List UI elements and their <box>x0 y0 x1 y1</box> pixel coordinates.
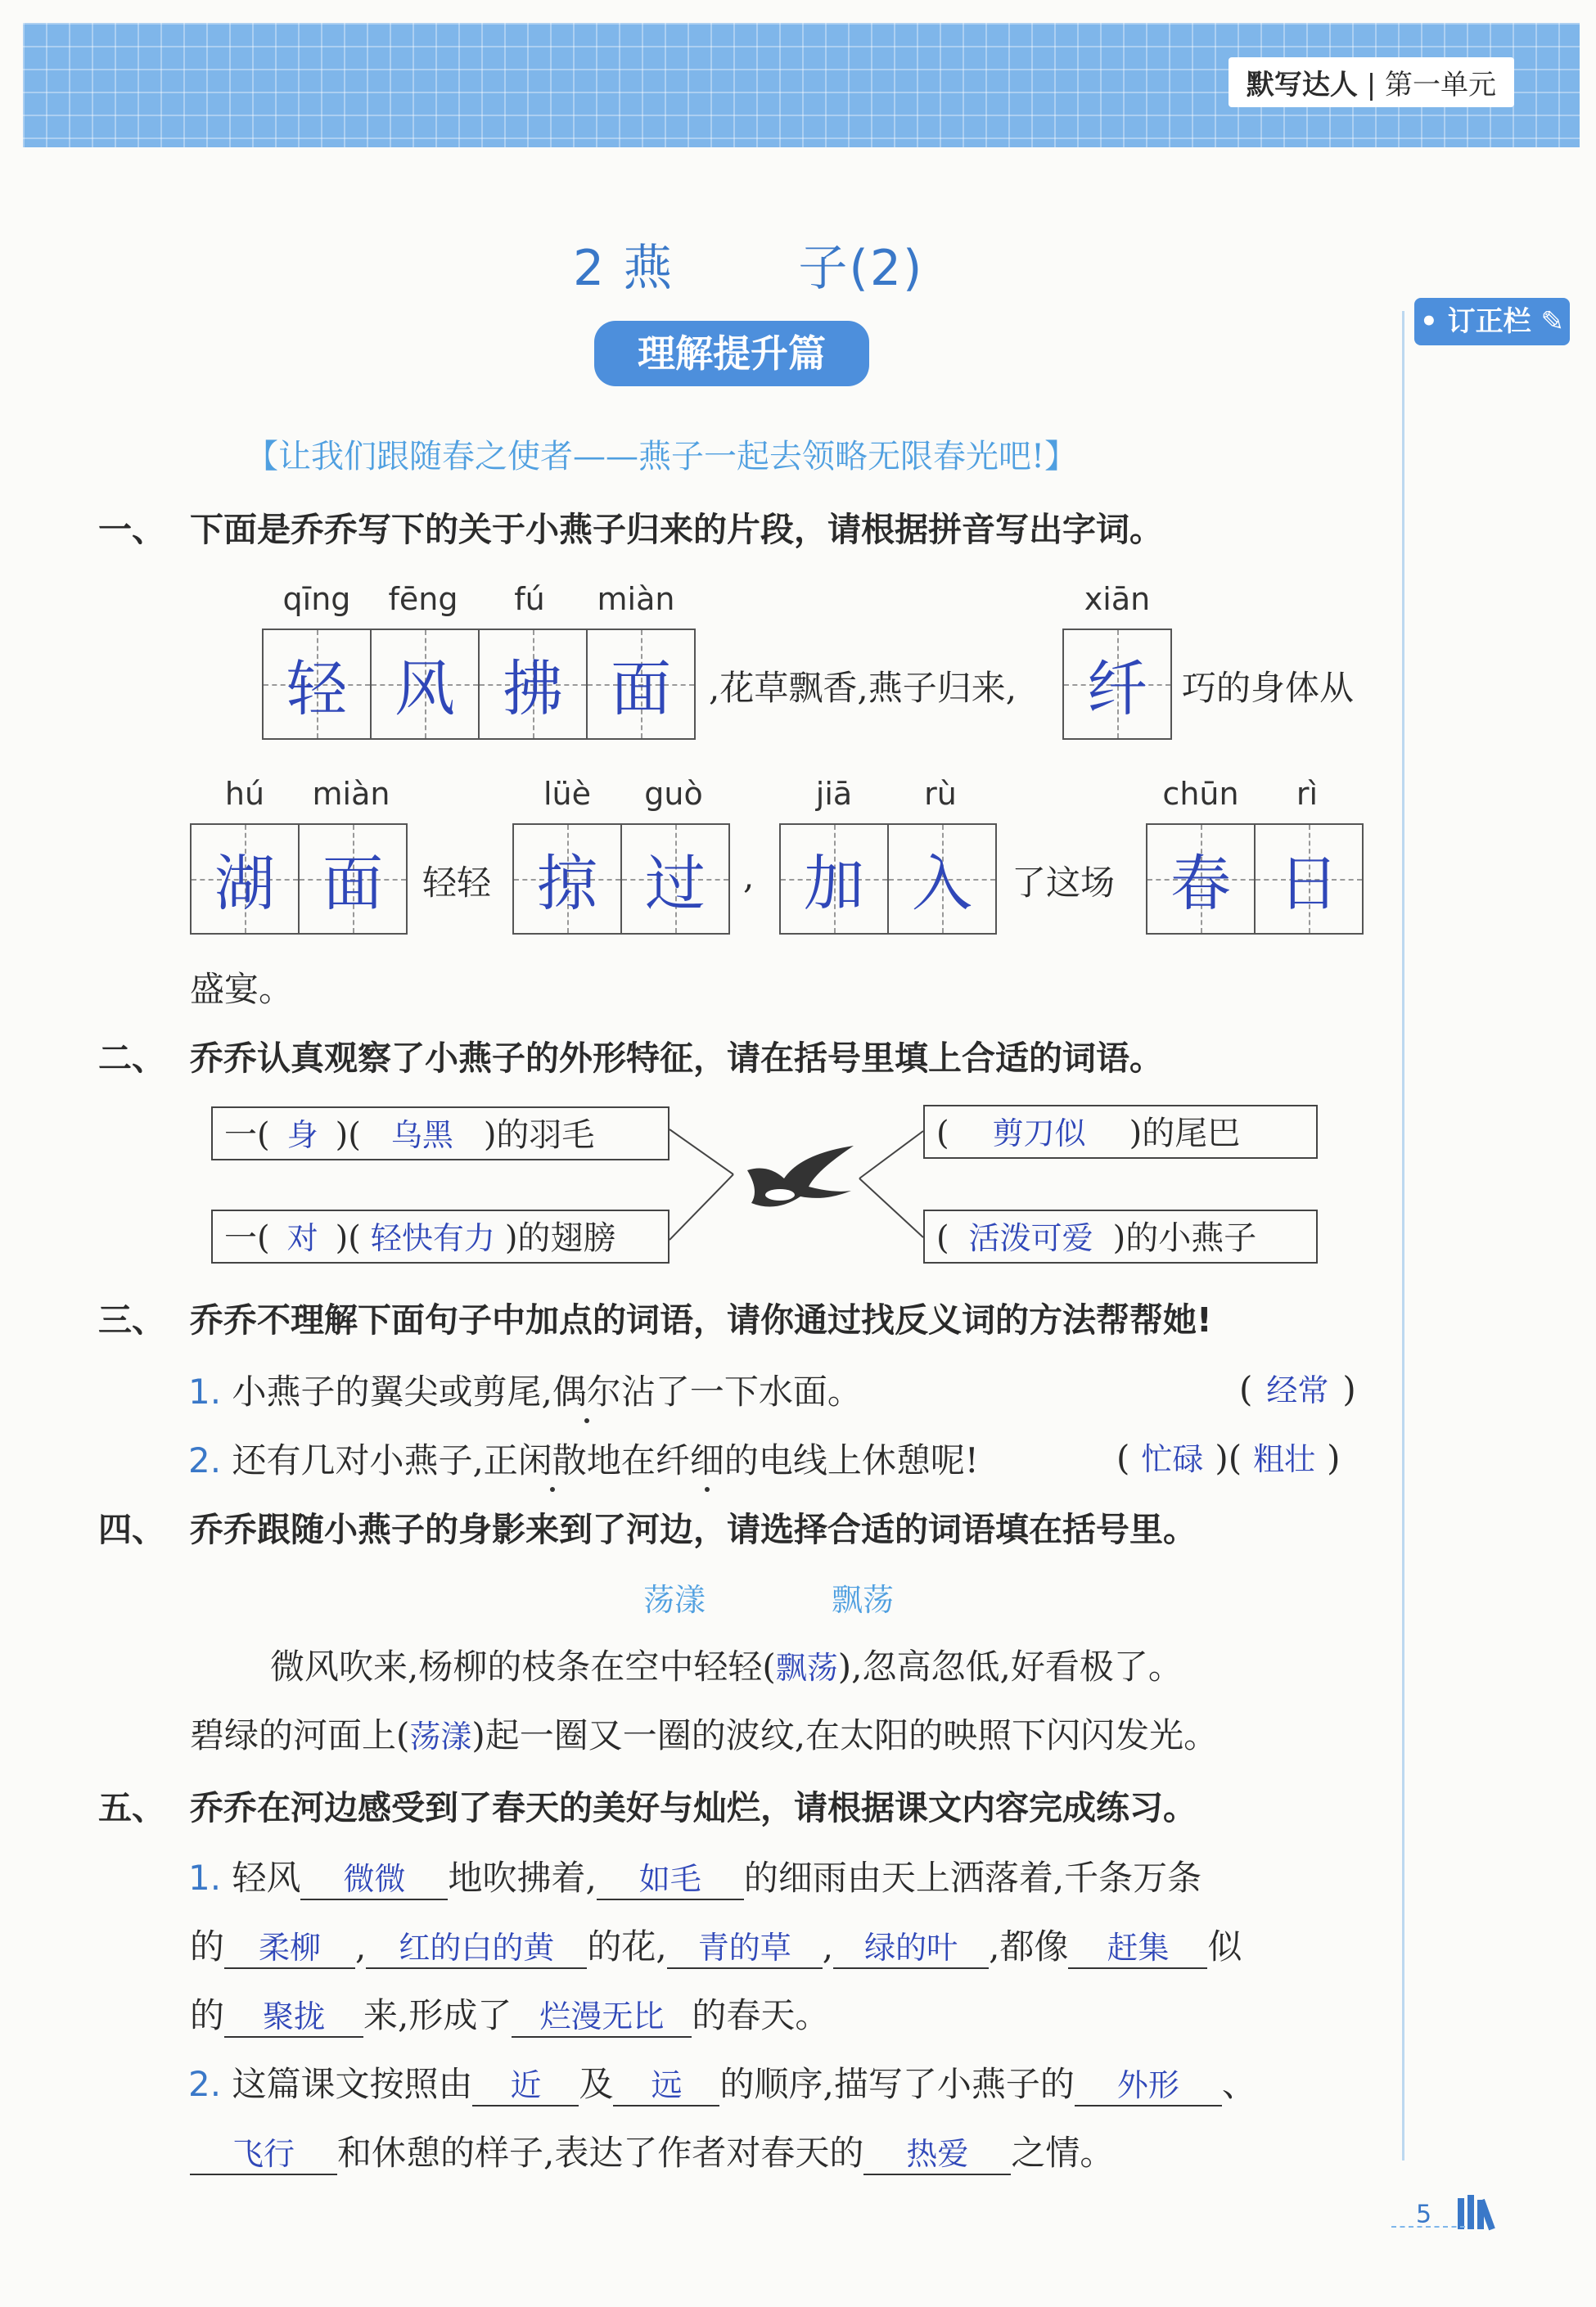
answer[interactable]: 忙碌 <box>1141 1441 1204 1477</box>
pinyin: rì <box>1296 776 1319 812</box>
intro-text: 【让我们跟随春之使者——燕子一起去领略无限春光吧!】 <box>246 438 1078 475</box>
q2-number: 二、 <box>98 1039 165 1078</box>
pinyin: fú <box>514 581 545 617</box>
q5-line-1: 1. 轻风 微微 地吹拂着, 如毛 的细雨由天上洒落着,千条万条 <box>188 1851 1202 1900</box>
q2-box-tail: ( 剪刀似 )的尾巴 <box>923 1105 1318 1159</box>
q1-number: 一、 <box>98 510 165 549</box>
pinyin: jiā <box>815 776 853 812</box>
q1-row2-pinyin-d <box>1147 776 1360 812</box>
char-cell[interactable]: 面 <box>588 630 694 738</box>
char-cell[interactable]: 拂 <box>480 630 588 738</box>
answer-blank[interactable]: 远 <box>613 2060 719 2106</box>
q3-prompt: 乔乔不理解下面句子中加点的词语，请你通过找反义词的方法帮帮她! <box>190 1300 1212 1340</box>
q1-row1-text-a: ,花草飘香,燕子归来, <box>709 668 1017 708</box>
answer[interactable]: 乌黑 <box>390 1117 453 1153</box>
char-cell[interactable]: 风 <box>372 630 480 738</box>
q3-answer-2: ( 忙碌 )( 粗壮 ) <box>1116 1434 1341 1479</box>
answer[interactable]: 剪刀似 <box>992 1115 1086 1151</box>
char-cell[interactable]: 加 <box>781 825 889 933</box>
correction-column-line <box>1402 311 1404 2161</box>
char-cell[interactable]: 过 <box>622 825 728 933</box>
q1-row1-grid-a <box>262 629 696 740</box>
unit-label: 默写达人 | 第一单元 <box>1229 57 1514 107</box>
q4-paragraph-2: 碧绿的河面上(荡漾)起一圈又一圈的波纹,在太阳的映照下闪闪发光。 <box>190 1715 1219 1755</box>
q3-number: 三、 <box>98 1300 165 1340</box>
answer-blank[interactable]: 柔柳 <box>224 1922 355 1969</box>
pinyin: miàn <box>597 581 675 617</box>
pinyin: chūn <box>1162 776 1239 812</box>
q2-box-swallow: ( 活泼可爱 )的小燕子 <box>923 1210 1318 1264</box>
lesson-title <box>573 229 923 300</box>
q4-option-1: 荡漾 <box>643 1582 706 1618</box>
answer-blank[interactable]: 烂漫无比 <box>512 1991 692 2038</box>
pinyin: xiān <box>1084 581 1151 617</box>
q5-number: 五、 <box>98 1788 165 1827</box>
q5-line-2: 的 柔柳 , 红的白的黄 的花, 青的草 , 绿的叶 ,都像 赶集 似 <box>190 1920 1242 1969</box>
q3-sentence-1: 1. 小燕子的翼尖或剪尾,偶尔沾了一下水面。 <box>188 1372 862 1412</box>
page-number: 5 <box>1416 2193 1507 2237</box>
q4-option-2: 飘荡 <box>832 1582 895 1618</box>
answer[interactable]: 活泼可爱 <box>968 1220 1093 1256</box>
books-icon <box>1454 2193 1507 2237</box>
answer[interactable]: 粗壮 <box>1253 1441 1316 1477</box>
footer-rule <box>1391 2226 1465 2228</box>
q4-heading <box>98 1503 1197 1551</box>
char-cell[interactable]: 春 <box>1147 825 1256 933</box>
answer[interactable]: 飘荡 <box>775 1650 838 1686</box>
q1-row1-text-b: 巧的身体从 <box>1182 668 1355 708</box>
q4-prompt: 乔乔跟随小燕子的身影来到了河边，请选择合适的词语填在括号里。 <box>190 1510 1197 1549</box>
q1-row1-pinyin-b <box>1064 581 1170 617</box>
q1-ending: 盛宴。 <box>190 969 294 1009</box>
q1-prompt: 下面是乔乔写下的关于小燕子归来的片段，请根据拼音写出字词。 <box>190 510 1163 549</box>
q3-heading <box>98 1293 1212 1341</box>
pinyin: guò <box>644 776 703 812</box>
char-cell[interactable]: 纤 <box>1064 630 1170 738</box>
answer[interactable]: 轻快有力 <box>370 1220 495 1256</box>
answer-blank[interactable]: 热爱 <box>863 2129 1011 2175</box>
answer-blank[interactable]: 飞行 <box>190 2129 337 2175</box>
char-cell[interactable]: 面 <box>300 825 406 933</box>
q2-box-wings: 一( 对 )( 轻快有力 )的翅膀 <box>211 1210 670 1264</box>
q2-heading <box>98 1031 1163 1079</box>
answer-blank[interactable]: 聚拢 <box>224 1991 363 2038</box>
q5-line-3: 的 聚拢 来,形成了 烂漫无比 的春天。 <box>190 1989 829 2038</box>
answer-blank[interactable]: 近 <box>472 2060 579 2106</box>
q1-row2-grid-d <box>1146 823 1364 935</box>
unit-name: 第一单元 <box>1385 69 1496 101</box>
swallow-icon <box>747 1146 854 1207</box>
correction-label: 订正栏 <box>1447 305 1531 338</box>
q1-heading <box>98 502 1163 551</box>
answer-blank[interactable]: 青的草 <box>667 1922 823 1969</box>
pinyin: rù <box>924 776 957 812</box>
lesson-title-b: 子 <box>798 240 850 297</box>
q4-paragraph-1: 微风吹来,杨柳的枝条在空中轻轻(飘荡),忽高忽低,好看极了。 <box>270 1647 1183 1687</box>
answer[interactable]: 经常 <box>1266 1372 1329 1408</box>
q3-sentence-2: 2. 还有几对小燕子,正闲散地在纤细的电线上休憩呢! <box>188 1440 979 1480</box>
lesson-title-a: 燕 <box>623 240 674 297</box>
q3-answer-1: ( 经常 ) <box>1239 1365 1356 1410</box>
pinyin: fēng <box>388 581 458 617</box>
q1-row1-grid-b <box>1062 629 1172 740</box>
pinyin: qīng <box>282 581 351 617</box>
answer-blank[interactable]: 外形 <box>1075 2060 1222 2106</box>
answer[interactable]: 对 <box>286 1220 318 1256</box>
q1-row1-pinyin-a <box>264 581 689 617</box>
char-cell[interactable]: 日 <box>1256 825 1362 933</box>
q4-number: 四、 <box>98 1510 165 1549</box>
q1-row2-pinyin-c <box>781 776 994 812</box>
pinyin: hú <box>224 776 265 812</box>
q5-heading <box>98 1781 1197 1829</box>
char-cell[interactable]: 轻 <box>264 630 372 738</box>
answer[interactable]: 身 <box>286 1117 318 1153</box>
q1-row2-pinyin-a <box>192 776 404 812</box>
answer-blank[interactable]: 赶集 <box>1068 1922 1207 1969</box>
q5-line-5: 飞行 和休憩的样子,表达了作者对春天的 热爱 之情。 <box>190 2126 1114 2175</box>
swallow-diagram <box>670 1113 923 1268</box>
dotted-word: 偶尔 <box>552 1372 621 1412</box>
answer-blank[interactable]: 绿的叶 <box>833 1922 989 1969</box>
q2-prompt: 乔乔认真观察了小燕子的外形特征，请在括号里填上合适的词语。 <box>190 1039 1163 1078</box>
pinyin: miàn <box>312 776 390 812</box>
pinyin: lüè <box>543 776 592 812</box>
lesson-number: 2 <box>573 240 606 297</box>
q1-row2-text-b: , <box>743 856 755 896</box>
q2-box-feathers: 一( 身 )( 乌黑 )的羽毛 <box>211 1106 670 1160</box>
q1-row2-grid-a <box>190 823 408 935</box>
lesson-part: (2) <box>849 240 924 297</box>
q5-prompt: 乔乔在河边感受到了春天的美好与灿烂，请根据课文内容完成练习。 <box>190 1788 1197 1827</box>
q1-row2-grid-b <box>512 823 730 935</box>
q1-row2-text-a: 轻轻 <box>422 863 492 903</box>
answer[interactable]: 荡漾 <box>409 1719 472 1755</box>
book-name: 默写达人 <box>1246 69 1358 101</box>
answer-blank[interactable]: 微微 <box>300 1854 448 1900</box>
char-cell[interactable]: 湖 <box>192 825 300 933</box>
q5-line-4: 2. 这篇课文按照由 近 及 远 的顺序,描写了小燕子的 外形 、 <box>188 2057 1256 2106</box>
answer-blank[interactable]: 红的白的黄 <box>366 1922 587 1969</box>
answer-blank[interactable]: 如毛 <box>597 1854 744 1900</box>
q1-row2-text-c: 了这场 <box>1012 863 1116 903</box>
correction-tab: • 订正栏 ✎ <box>1414 298 1570 345</box>
q1-row2-pinyin-b <box>514 776 727 812</box>
char-cell[interactable]: 掠 <box>514 825 622 933</box>
char-cell[interactable]: 入 <box>889 825 995 933</box>
section-badge: 理解提升篇 <box>594 321 869 386</box>
q1-row2-grid-c <box>779 823 997 935</box>
pencil-icon: ✎ <box>1540 305 1564 338</box>
